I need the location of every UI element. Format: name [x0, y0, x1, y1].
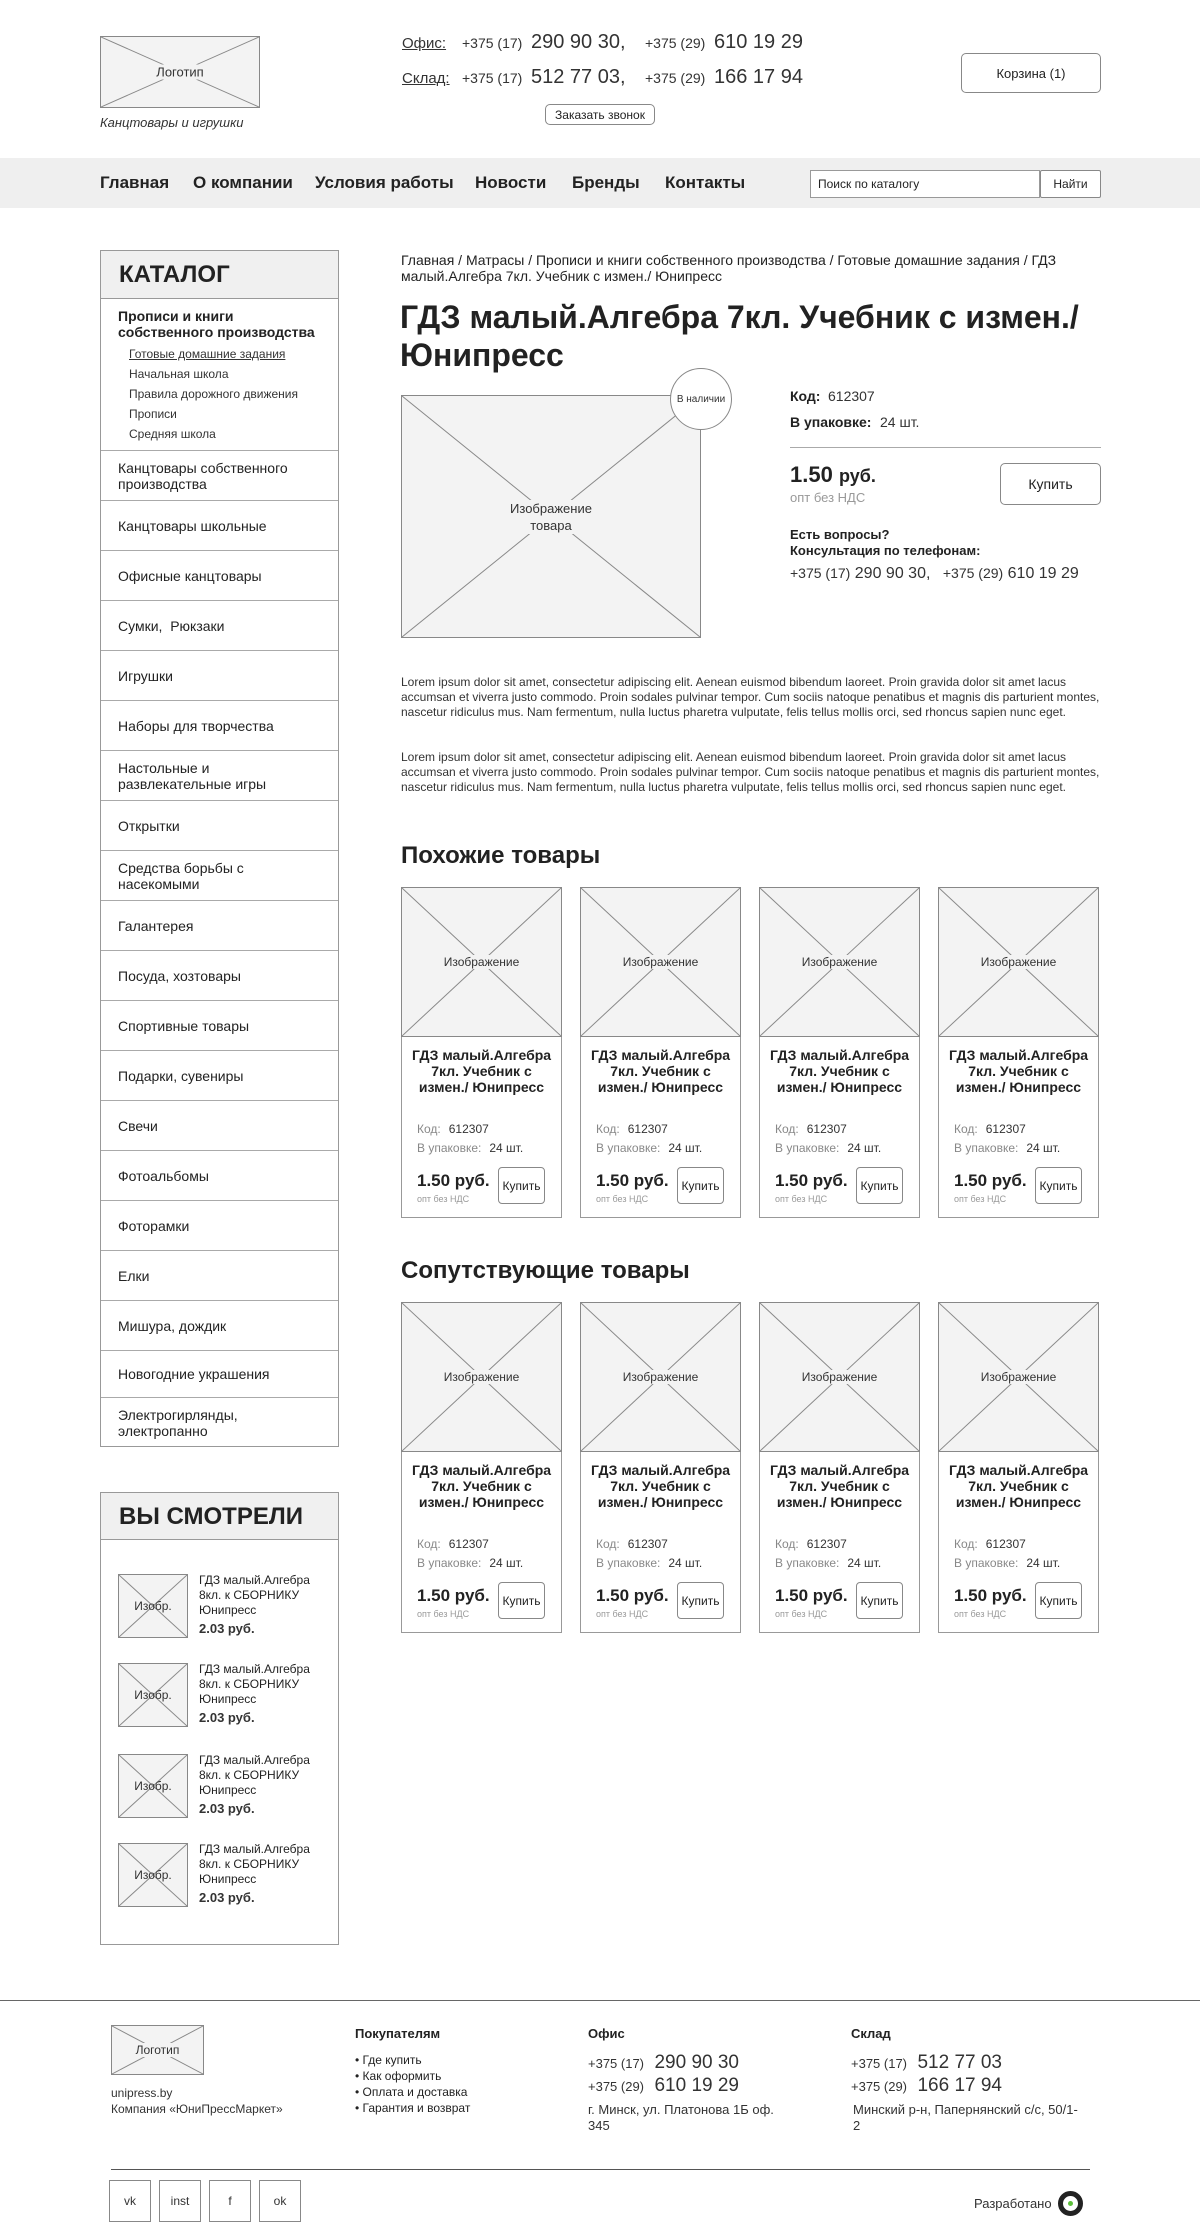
footer-phone-num: 290 90 30 — [654, 2052, 739, 2073]
catalog-item[interactable]: Елки — [101, 1250, 338, 1300]
catalog-active-group[interactable]: Прописи и книги собственного производства — [118, 308, 315, 340]
viewed-price: 2.03 руб. — [199, 1621, 255, 1636]
footer-phone-code: +375 (17) — [851, 2056, 908, 2071]
catalog-subitem[interactable]: Прописи — [129, 407, 177, 421]
catalog-item[interactable]: Галантерея — [101, 900, 338, 950]
card-code-value: 612307 — [806, 1537, 847, 1551]
catalog-item[interactable]: Офисные канцтовары — [101, 550, 338, 600]
card-code — [596, 1122, 668, 1136]
catalog-item[interactable]: Спортивные товары — [101, 1000, 338, 1050]
product-card[interactable] — [938, 887, 1099, 1218]
viewed-image[interactable] — [118, 1663, 188, 1727]
card-code-label: Код: — [596, 1122, 620, 1136]
card-name[interactable]: ГДЗ малый.Алгебра 7кл. Учебник с измен./ Юнипресс — [411, 1462, 552, 1510]
card-code — [417, 1122, 489, 1136]
catalog-sidebar — [100, 250, 339, 1447]
breadcrumb[interactable]: Главная / Матрасы / Прописи и книги собственного производства / Готовые домашние задания / ГДЗ малый.Алгебра 7кл. Учебник с измен./ Юнипресс — [401, 252, 1057, 284]
card-image-label: Изображение — [799, 1370, 881, 1384]
product-price — [790, 462, 876, 488]
catalog-item[interactable]: Фотоальбомы — [101, 1150, 338, 1200]
card-image[interactable] — [401, 887, 562, 1037]
footer-office-title: Офис — [588, 2026, 625, 2041]
logo-label: Логотип — [152, 65, 207, 80]
card-price: 1.50 руб. — [954, 1586, 1027, 1605]
card-price: 1.50 руб. — [775, 1171, 848, 1190]
card-vat-note: опт без НДС — [417, 1194, 470, 1204]
card-code-value: 612307 — [806, 1122, 847, 1136]
card-image[interactable] — [938, 1302, 1099, 1452]
footer-logo[interactable] — [111, 2025, 204, 2075]
card-pack-label: В упаковке: — [775, 1556, 840, 1570]
nav-terms[interactable]: Условия работы — [315, 173, 454, 192]
footer-link[interactable]: • Гарантия и возврат — [355, 2101, 471, 2115]
card-pack-value: 24 шт. — [668, 1556, 703, 1570]
card-vat-note: опт без НДС — [775, 1609, 828, 1619]
cart-button[interactable]: Корзина (1) — [961, 53, 1101, 93]
social-vk-button[interactable]: vk — [109, 2180, 151, 2222]
footer-phone-code: +375 (29) — [851, 2079, 908, 2094]
catalog-item[interactable]: Канцтовары школьные — [101, 500, 338, 550]
catalog-item[interactable]: Наборы для творчества — [101, 700, 338, 750]
info-divider — [790, 447, 1101, 448]
viewed-panel — [100, 1492, 339, 1945]
card-image[interactable] — [580, 1302, 741, 1452]
office-phone-num-1: 290 90 30, — [531, 31, 626, 53]
viewed-image-label: Изобр. — [134, 1779, 172, 1793]
footer-phone-num: 166 17 94 — [917, 2075, 1002, 2096]
office-phone-num-2: 610 19 29 — [714, 31, 803, 53]
product-description-2: Lorem ipsum dolor sit amet, consectetur adipiscing elit. Aenean euismod bibendum laoreet. Proin gravida dolor sit amet lacus accumsan et viverra justo commodo. Proin sodales pulvinar tempor. Cum sociis natoque penatibus et magnis dis parturient montes, nascetur ridiculus mus. Nam fermentum, nulla luctus pharetra vulputate, felis tellus mollis orci, sed rhoncus sapien nunc eget. — [401, 750, 1100, 794]
product-card[interactable] — [759, 1302, 920, 1633]
card-pack-label: В упаковке: — [954, 1556, 1019, 1570]
card-buy-button[interactable]: Купить — [498, 1582, 545, 1619]
card-pack — [417, 1141, 523, 1155]
card-pack — [596, 1141, 702, 1155]
nav-contacts[interactable]: Контакты — [665, 173, 746, 192]
card-pack-value: 24 шт. — [489, 1141, 524, 1155]
card-name[interactable]: ГДЗ малый.Алгебра 7кл. Учебник с измен./ Юнипресс — [411, 1047, 552, 1095]
footer-link[interactable]: • Оплата и доставка — [355, 2085, 468, 2099]
card-pack — [775, 1556, 881, 1570]
callback-button[interactable]: Заказать звонок — [545, 104, 655, 125]
card-code-label: Код: — [596, 1537, 620, 1551]
footer-office-phone-2 — [588, 2075, 739, 2097]
similar-title: Похожие товары — [401, 842, 601, 869]
card-vat-note: опт без НДС — [954, 1194, 1007, 1204]
social-ok-button[interactable]: ok — [259, 2180, 301, 2222]
viewed-image-label: Изобр. — [134, 1868, 172, 1882]
card-code-label: Код: — [954, 1122, 978, 1136]
catalog-subitem[interactable]: Правила дорожного движения — [129, 387, 299, 401]
catalog-subitem[interactable]: Средняя школа — [129, 427, 216, 441]
card-pack — [596, 1556, 702, 1570]
card-vat-note: опт без НДС — [596, 1194, 649, 1204]
catalog-subitem[interactable]: Готовые домашние задания — [129, 347, 286, 361]
card-image[interactable] — [401, 1302, 562, 1452]
catalog-item[interactable]: Посуда, хозтовары — [101, 950, 338, 1000]
card-code — [596, 1537, 668, 1551]
card-buy-button[interactable]: Купить — [1035, 1167, 1082, 1204]
card-image-label: Изображение — [441, 1370, 523, 1384]
product-card[interactable] — [580, 1302, 741, 1633]
footer-phone-code: +375 (17) — [588, 2056, 645, 2071]
social-facebook-button[interactable]: f — [209, 2180, 251, 2222]
footer-link[interactable]: • Где купить — [355, 2053, 422, 2067]
card-vat-note: опт без НДС — [417, 1609, 470, 1619]
card-name[interactable]: ГДЗ малый.Алгебра 7кл. Учебник с измен./ Юнипресс — [769, 1462, 910, 1510]
card-pack-label: В упаковке: — [417, 1141, 482, 1155]
card-vat-note: опт без НДС — [775, 1194, 828, 1204]
nav-home[interactable]: Главная — [100, 173, 170, 192]
footer-office-address: г. Минск, ул. Платонова 1Б оф. 345 — [588, 2102, 774, 2133]
viewed-price: 2.03 руб. — [199, 1710, 255, 1725]
footer-office-phone-1 — [588, 2052, 739, 2074]
viewed-name[interactable]: ГДЗ малый.Алгебра 8кл. к СБОРНИКУ Юнипресс — [199, 1753, 310, 1797]
catalog-item[interactable]: Канцтовары собственного производства — [101, 450, 338, 500]
card-vat-note: опт без НДС — [954, 1609, 1007, 1619]
card-vat-note: опт без НДС — [596, 1609, 649, 1619]
card-name[interactable]: ГДЗ малый.Алгебра 7кл. Учебник с измен./ Юнипресс — [948, 1462, 1089, 1510]
viewed-image[interactable] — [118, 1574, 188, 1638]
footer-phone-num: 512 77 03 — [917, 2052, 1002, 2073]
footer-divider — [0, 2000, 1200, 2001]
card-pack-value: 24 шт. — [489, 1556, 524, 1570]
card-buy-button[interactable]: Купить — [856, 1582, 903, 1619]
card-image-label: Изображение — [620, 1370, 702, 1384]
office-phone-code-1: +375 (17) — [462, 35, 523, 51]
card-price: 1.50 руб. — [954, 1171, 1027, 1190]
catalog-item[interactable]: Настольные и развлекательные игры — [101, 750, 338, 800]
catalog-item[interactable]: Сумки, Рюкзаки — [101, 600, 338, 650]
card-image-label: Изображение — [441, 955, 523, 969]
viewed-price: 2.03 руб. — [199, 1801, 255, 1816]
card-pack — [775, 1141, 881, 1155]
catalog-item[interactable]: Средства борьбы с насекомыми — [101, 850, 338, 900]
developed-by: Разработано — [974, 2196, 1052, 2211]
consult-phone-num-2: 610 19 29 — [1007, 565, 1079, 582]
card-image-label: Изображение — [978, 1370, 1060, 1384]
consult-phones — [790, 565, 1079, 583]
card-price: 1.50 руб. — [596, 1171, 669, 1190]
product-pack: 24 шт. — [880, 414, 920, 430]
card-buy-button[interactable]: Купить — [1035, 1582, 1082, 1619]
card-code — [954, 1122, 1026, 1136]
card-pack-value: 24 шт. — [847, 1556, 882, 1570]
card-pack — [954, 1556, 1060, 1570]
buy-button[interactable]: Купить — [1000, 463, 1101, 505]
product-code: 612307 — [828, 388, 875, 404]
footer-warehouse-phone-1 — [851, 2052, 1002, 2074]
card-code-label: Код: — [775, 1537, 799, 1551]
product-price-value: 1.50 — [790, 462, 833, 487]
catalog-item[interactable]: Фоторамки — [101, 1200, 338, 1250]
nav-brands[interactable]: Бренды — [572, 173, 640, 192]
logo[interactable] — [100, 36, 260, 108]
catalog-item[interactable]: Свечи — [101, 1100, 338, 1150]
product-card[interactable] — [580, 887, 741, 1218]
card-code — [775, 1537, 847, 1551]
footer-phone-num: 610 19 29 — [654, 2075, 739, 2096]
card-code — [775, 1122, 847, 1136]
product-card[interactable] — [401, 887, 562, 1218]
card-name[interactable]: ГДЗ малый.Алгебра 7кл. Учебник с измен./ Юнипресс — [769, 1047, 910, 1095]
search-button[interactable]: Найти — [1040, 170, 1101, 198]
warehouse-phone-num-1: 512 77 03, — [531, 66, 626, 88]
card-pack-label: В упаковке: — [596, 1141, 661, 1155]
card-image-label: Изображение — [620, 955, 702, 969]
related-title: Сопутствующие товары — [401, 1257, 690, 1284]
card-image[interactable] — [938, 887, 1099, 1037]
card-price: 1.50 руб. — [417, 1171, 490, 1190]
catalog-item[interactable]: Открытки — [101, 800, 338, 850]
footer-site[interactable]: unipress.by — [111, 2086, 173, 2100]
card-pack-value: 24 шт. — [847, 1141, 882, 1155]
card-name[interactable]: ГДЗ малый.Алгебра 7кл. Учебник с измен./ Юнипресс — [948, 1047, 1089, 1095]
card-code-value: 612307 — [627, 1537, 668, 1551]
main-nav — [0, 158, 1200, 208]
catalog-item[interactable]: Электрогирлянды, электропанно — [101, 1397, 338, 1447]
warehouse-phone-code-2: +375 (29) — [645, 70, 706, 86]
footer-warehouse-title: Склад — [851, 2026, 891, 2041]
card-pack-value: 24 шт. — [1026, 1141, 1061, 1155]
card-code-value: 612307 — [448, 1537, 489, 1551]
card-price: 1.50 руб. — [596, 1586, 669, 1605]
developer-logo-dot — [1068, 2201, 1073, 2206]
card-code-value: 612307 — [448, 1122, 489, 1136]
card-code-value: 612307 — [985, 1122, 1026, 1136]
card-pack — [954, 1141, 1060, 1155]
consult-phone-code-2: +375 (29) — [942, 565, 1004, 581]
catalog-item[interactable]: Подарки, сувениры — [101, 1050, 338, 1100]
card-code — [954, 1537, 1026, 1551]
product-price-currency: руб. — [838, 466, 876, 486]
product-description-1: Lorem ipsum dolor sit amet, consectetur adipiscing elit. Aenean euismod bibendum laoreet. Proin gravida dolor sit amet lacus accumsan et viverra justo commodo. Proin sodales pulvinar tempor. Cum sociis natoque penatibus et magnis dis parturient montes, nascetur ridiculus mus. Nam fermentum, nulla luctus pharetra vulputate, felis tellus mollis orci, sed rhoncus sapien nunc eget. — [401, 675, 1100, 719]
viewed-image-label: Изобр. — [134, 1599, 172, 1613]
viewed-name[interactable]: ГДЗ малый.Алгебра 8кл. к СБОРНИКУ Юнипресс — [199, 1842, 310, 1886]
product-image-label: Изображение товара — [501, 500, 601, 534]
viewed-title: ВЫ СМОТРЕЛИ — [101, 1493, 338, 1540]
card-buy-button[interactable]: Купить — [677, 1582, 724, 1619]
card-name[interactable]: ГДЗ малый.Алгебра 7кл. Учебник с измен./ Юнипресс — [590, 1462, 731, 1510]
card-buy-button[interactable]: Купить — [856, 1167, 903, 1204]
product-image[interactable] — [401, 395, 701, 638]
logo-caption: Канцтовары и игрушки — [100, 115, 244, 130]
catalog-subitem[interactable]: Начальная школа — [129, 367, 229, 381]
catalog-title: КАТАЛОГ — [101, 251, 338, 299]
card-pack-label: В упаковке: — [417, 1556, 482, 1570]
consult-phone-code-1: +375 (17) — [790, 565, 851, 581]
search-input[interactable]: Поиск по каталогу — [810, 170, 1040, 198]
card-price: 1.50 руб. — [775, 1586, 848, 1605]
footer-warehouse-address: Минский р-н, Папернянский с/с, 50/1-2 — [853, 2102, 1078, 2133]
viewed-name[interactable]: ГДЗ малый.Алгебра 8кл. к СБОРНИКУ Юнипресс — [199, 1573, 310, 1617]
nav-news[interactable]: Новости — [475, 173, 547, 192]
card-image-label: Изображение — [978, 955, 1060, 969]
viewed-price: 2.03 руб. — [199, 1890, 255, 1905]
availability-badge: В наличии — [670, 368, 732, 430]
questions-text: Есть вопросы? — [790, 527, 890, 542]
product-card[interactable] — [938, 1302, 1099, 1633]
card-pack-label: В упаковке: — [775, 1141, 840, 1155]
card-price: 1.50 руб. — [417, 1586, 490, 1605]
product-card[interactable] — [401, 1302, 562, 1633]
page-title: ГДЗ малый.Алгебра 7кл. Учебник с измен./ Юнипресс — [400, 299, 1079, 373]
footer-logo-label: Логотип — [133, 2043, 183, 2057]
card-image[interactable] — [580, 887, 741, 1037]
viewed-name[interactable]: ГДЗ малый.Алгебра 8кл. к СБОРНИКУ Юнипресс — [199, 1662, 310, 1706]
footer-warehouse-phone-2 — [851, 2075, 1002, 2097]
footer-bottom-divider — [111, 2169, 1090, 2170]
office-label: Офис: — [402, 35, 447, 52]
footer-company: Компания «ЮниПрессМаркет» — [111, 2102, 283, 2116]
product-card[interactable] — [759, 887, 920, 1218]
warehouse-phone-num-2: 166 17 94 — [714, 66, 803, 88]
warehouse-phone-code-1: +375 (17) — [462, 70, 523, 86]
card-pack-value: 24 шт. — [668, 1141, 703, 1155]
card-code-label: Код: — [954, 1537, 978, 1551]
card-pack-label: В упаковке: — [596, 1556, 661, 1570]
viewed-image[interactable] — [118, 1754, 188, 1818]
card-name[interactable]: ГДЗ малый.Алгебра 7кл. Учебник с измен./ Юнипресс — [590, 1047, 731, 1095]
card-image[interactable] — [759, 1302, 920, 1452]
card-buy-button[interactable]: Купить — [498, 1167, 545, 1204]
catalog-item[interactable]: Мишура, дождик — [101, 1300, 338, 1350]
product-code-label: Код: — [790, 388, 821, 404]
card-pack — [417, 1556, 523, 1570]
card-pack-label: В упаковке: — [954, 1141, 1019, 1155]
catalog-item[interactable]: Игрушки — [101, 650, 338, 700]
consult-text: Консультация по телефонам: — [790, 543, 981, 558]
office-phone-code-2: +375 (29) — [645, 35, 706, 51]
warehouse-label: Склад: — [402, 70, 450, 87]
card-code-value: 612307 — [627, 1122, 668, 1136]
viewed-image-label: Изобр. — [134, 1688, 172, 1702]
product-vat-note: опт без НДС — [790, 490, 866, 505]
nav-about[interactable]: О компании — [193, 173, 293, 192]
footer-link[interactable]: • Как оформить — [355, 2069, 442, 2083]
card-code-label: Код: — [417, 1122, 441, 1136]
footer-phone-code: +375 (29) — [588, 2079, 645, 2094]
card-image-label: Изображение — [799, 955, 881, 969]
card-code-label: Код: — [417, 1537, 441, 1551]
social-inst-button[interactable]: inst — [159, 2180, 201, 2222]
product-pack-label: В упаковке: — [790, 414, 872, 430]
consult-phone-num-1: 290 90 30, — [854, 565, 931, 582]
card-code-value: 612307 — [985, 1537, 1026, 1551]
viewed-image[interactable] — [118, 1843, 188, 1907]
developer-logo-icon[interactable] — [1058, 2191, 1083, 2216]
footer-buyers-title: Покупателям — [355, 2026, 441, 2041]
card-pack-value: 24 шт. — [1026, 1556, 1061, 1570]
card-buy-button[interactable]: Купить — [677, 1167, 724, 1204]
catalog-item[interactable]: Новогодние украшения — [101, 1350, 338, 1397]
card-code-label: Код: — [775, 1122, 799, 1136]
card-code — [417, 1537, 489, 1551]
card-image[interactable] — [759, 887, 920, 1037]
